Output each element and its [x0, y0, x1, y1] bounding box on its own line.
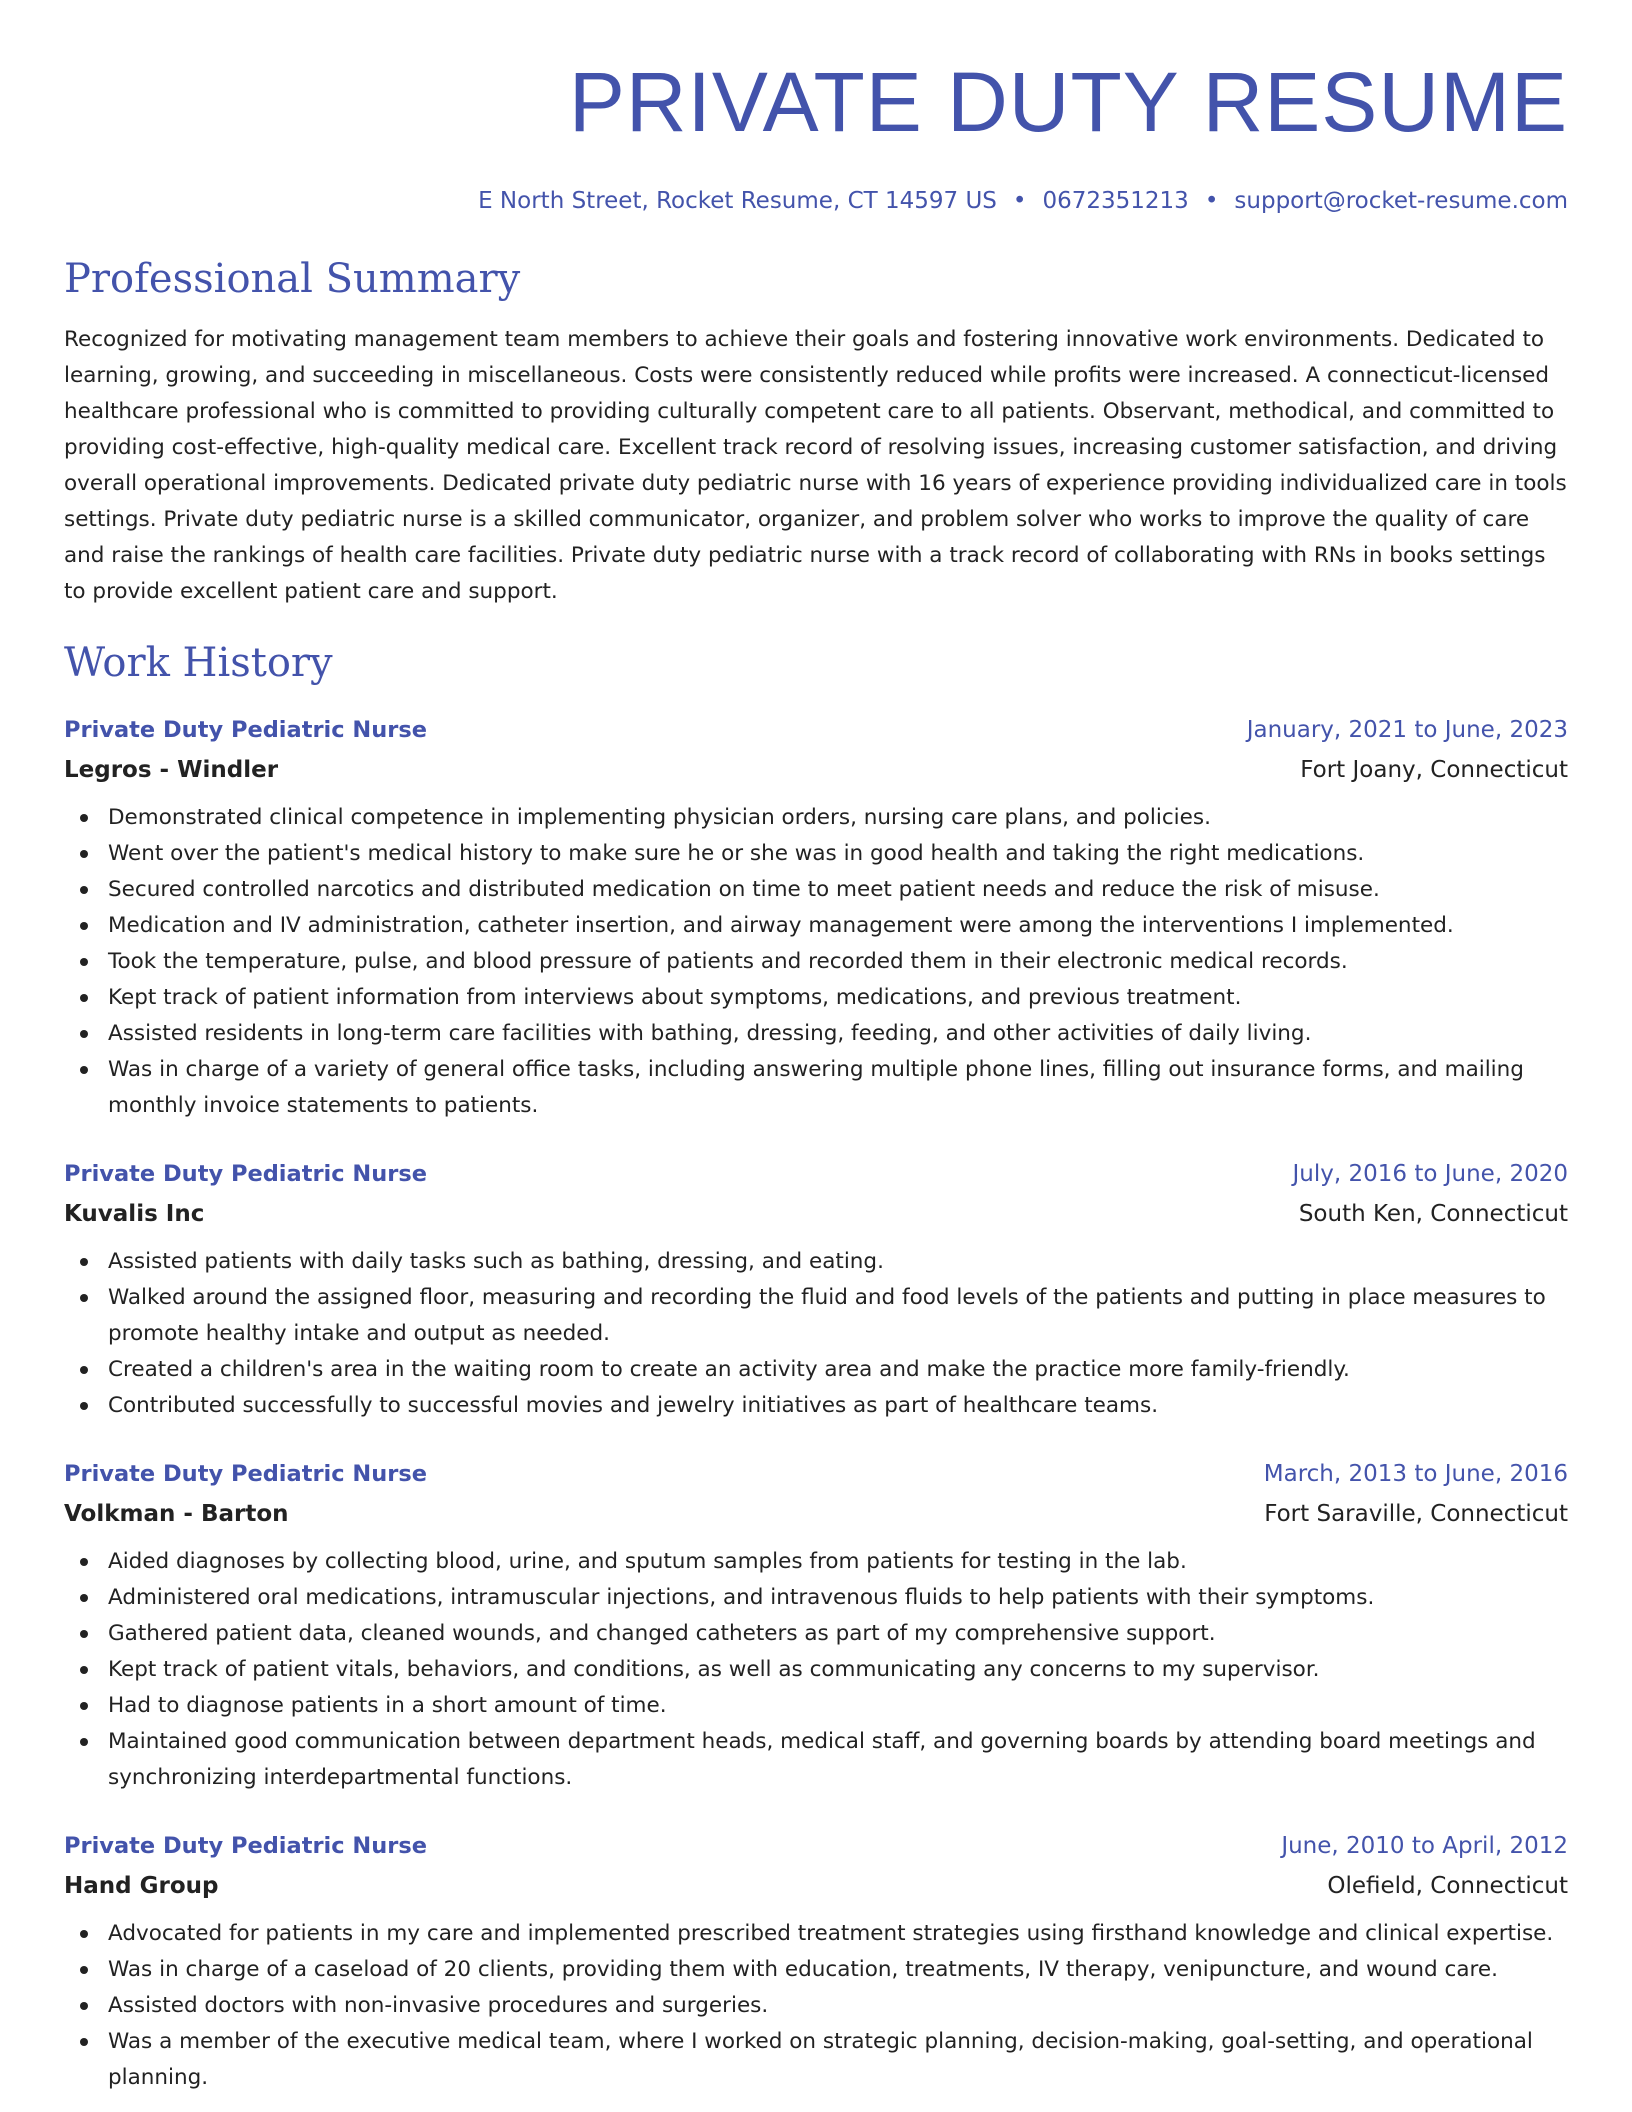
contact-phone[interactable]: 0672351213: [1042, 188, 1189, 214]
job-company-row: [64, 1494, 1568, 1534]
job-bullet: Was a member of the executive medical team, where I worked on strategic planning, decision-making, goal-setting, and operational planning.: [108, 2024, 1568, 2096]
job-bullet: Was in charge of a caseload of 20 clients, providing them with education, treatments, IV therapy, venipuncture, and wound care.: [108, 1952, 1568, 1988]
job-title: Private Duty Pediatric Nurse: [64, 717, 428, 743]
job-bullet: Created a children's area in the waiting room to create an activity area and make the practice more family-friendly.: [108, 1352, 1568, 1388]
job-title-row: [64, 1826, 1568, 1866]
work-history-section: [64, 638, 1568, 2096]
job-company: Hand Group: [64, 1873, 219, 1899]
job-company: Volkman - Barton: [64, 1501, 289, 1527]
job-bullet-list: [64, 1544, 1568, 1796]
job-title: Private Duty Pediatric Nurse: [64, 1833, 428, 1859]
job-title-row: [64, 1454, 1568, 1494]
job-company-row: [64, 1194, 1568, 1234]
job-bullet: Secured controlled narcotics and distributed medication on time to meet patient needs and reduce the risk of misuse.: [108, 872, 1568, 908]
job-entry: [64, 1454, 1568, 1796]
job-bullet: Administered oral medications, intramuscular injections, and intravenous fluids to help patients with their symptoms.: [108, 1580, 1568, 1616]
job-bullet: Assisted doctors with non-invasive procedures and surgeries.: [108, 1988, 1568, 2024]
job-bullet-list: [64, 800, 1568, 1124]
contact-line: [64, 186, 1568, 216]
job-title: Private Duty Pediatric Nurse: [64, 1161, 428, 1187]
job-bullet: Gathered patient data, cleaned wounds, and changed catheters as part of my comprehensive support.: [108, 1616, 1568, 1652]
job-bullet-list: [64, 1916, 1568, 2096]
job-location: South Ken, Connecticut: [1298, 1201, 1568, 1227]
job-bullet: Medication and IV administration, catheter insertion, and airway management were among the interventions I implemented.: [108, 908, 1568, 944]
job-title: Private Duty Pediatric Nurse: [64, 1461, 428, 1487]
job-entry: [64, 1154, 1568, 1424]
job-company: Legros - Windler: [64, 757, 279, 783]
job-dates: July, 2016 to June, 2020: [1292, 1161, 1568, 1187]
job-bullet: Assisted residents in long-term care facilities with bathing, dressing, feeding, and other activities of daily living.: [108, 1016, 1568, 1052]
resume-header: [64, 0, 1568, 216]
job-location: Olefield, Connecticut: [1327, 1873, 1568, 1899]
contact-separator: •: [1012, 188, 1027, 214]
professional-summary-section: [64, 254, 1568, 610]
job-bullet: Went over the patient's medical history to make sure he or she was in good health and taking the right medications.: [108, 836, 1568, 872]
job-company-row: [64, 750, 1568, 790]
contact-separator: •: [1204, 188, 1219, 214]
job-bullet-list: [64, 1244, 1568, 1424]
job-dates: June, 2010 to April, 2012: [1281, 1833, 1568, 1859]
job-bullet: Had to diagnose patients in a short amount of time.: [108, 1688, 1568, 1724]
job-dates: March, 2013 to June, 2016: [1263, 1461, 1568, 1487]
job-dates: January, 2021 to June, 2023: [1246, 717, 1568, 743]
job-bullet: Walked around the assigned floor, measuring and recording the fluid and food levels of the patients and putting in place measures to promote healthy intake and output as needed.: [108, 1280, 1568, 1352]
job-bullet: Kept track of patient vitals, behaviors, and conditions, as well as communicating any concerns to my supervisor.: [108, 1652, 1568, 1688]
job-location: Fort Joany, Connecticut: [1300, 757, 1568, 783]
job-entry: [64, 710, 1568, 1124]
job-bullet: Was in charge of a variety of general office tasks, including answering multiple phone lines, filling out insurance forms, and mailing monthly invoice statements to patients.: [108, 1052, 1568, 1124]
job-bullet: Kept track of patient information from interviews about symptoms, medications, and previous treatment.: [108, 980, 1568, 1016]
contact-address: E North Street, Rocket Resume, CT 14597 US: [478, 188, 997, 214]
job-bullet: Contributed successfully to successful movies and jewelry initiatives as part of healthcare teams.: [108, 1388, 1568, 1424]
job-company-row: [64, 1866, 1568, 1906]
job-entry: [64, 1826, 1568, 2096]
job-bullet: Demonstrated clinical competence in implementing physician orders, nursing care plans, and policies.: [108, 800, 1568, 836]
job-bullet: Maintained good communication between department heads, medical staff, and governing boards by attending board meetings and synchronizing interdepartmental functions.: [108, 1724, 1568, 1796]
resume-title: PRIVATE DUTY RESUME: [568, 55, 1568, 149]
job-bullet: Assisted patients with daily tasks such as bathing, dressing, and eating.: [108, 1244, 1568, 1280]
job-title-row: [64, 1154, 1568, 1194]
job-bullet: Aided diagnoses by collecting blood, urine, and sputum samples from patients for testing in the lab.: [108, 1544, 1568, 1580]
job-bullet: Advocated for patients in my care and implemented prescribed treatment strategies using firsthand knowledge and clinical expertise.: [108, 1916, 1568, 1952]
job-company: Kuvalis Inc: [64, 1201, 205, 1227]
summary-text: Recognized for motivating management team members to achieve their goals and fostering innovative work environments. Dedicated to learning, growing, and succeeding in miscellaneous. Costs were consistently reduced while profits were increased. A connecticut-licensed healthcare professional who is committed to providing culturally competent care to all patients. Observant, methodical, and committed to providing cost-effective, high-quality medical care. Excellent track record of resolving issues, increasing customer satisfaction, and driving overall operational improvements. Dedicated private duty pediatric nurse with 16 years of experience providing individualized care in tools settings. Private duty pediatric nurse is a skilled communicator, organizer, and problem solver who works to improve the quality of care and raise the rankings of health care facilities. Private duty pediatric nurse with a track record of collaborating with RNs in books settings to provide excellent patient care and support.: [64, 327, 1567, 604]
contact-email[interactable]: support@rocket-resume.com: [1234, 188, 1568, 214]
summary-heading: Professional Summary: [64, 256, 521, 302]
job-location: Fort Saraville, Connecticut: [1264, 1501, 1568, 1527]
job-bullet: Took the temperature, pulse, and blood pressure of patients and recorded them in their electronic medical records.: [108, 944, 1568, 980]
job-title-row: [64, 710, 1568, 750]
work-history-heading: Work History: [64, 640, 333, 686]
